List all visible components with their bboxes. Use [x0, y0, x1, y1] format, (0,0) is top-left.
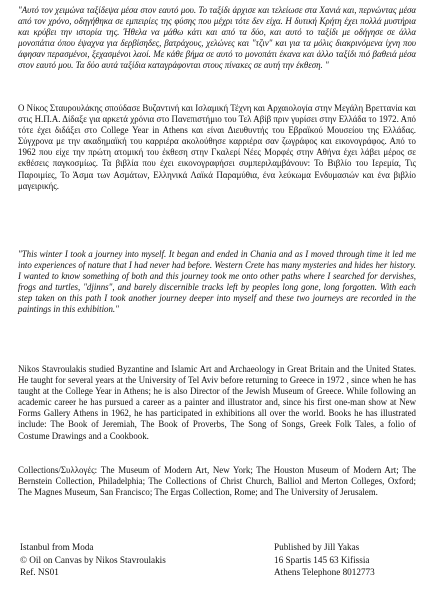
- english-artist-quote: "This winter I took a journey into myself. It began and ended in Chania and as I moved through time it led me into experiences of nature that I had never had before. Western Crete has many mysteries and hides her history. I wanted to know something of both and this journey took me onto other paths where I searched for dervishes, frogs and turtles, "djinns", and barely discernible tracks left by peoples long gone, long forgotten. With each step taken on this path I took another journey deeper into myself and these two journeys are recorded in the paintings in this exhibition.": [18, 249, 416, 315]
- artwork-medium: © Oil on Canvas by Nikos Stavroulakis: [20, 554, 166, 565]
- publisher-info: [274, 541, 424, 579]
- artwork-credit: [20, 541, 220, 579]
- collections-list: Collections/Συλλογές: The Museum of Modern Art, New York; The Houston Museum of Modern Art; The Bernstein Collection, Philadelphia; The Collections of Christ Church, Balliol and Merton Colleges, Oxford; The Magnes Museum, San Francisco; The Ergas Collection, Rome; and The University of Jerusalem.: [18, 465, 416, 498]
- publisher-name: Published by Jill Yakas: [274, 542, 360, 552]
- publisher-address: 16 Spartis 145 63 Kifissia: [274, 554, 370, 565]
- artwork-title: Istanbul from Moda: [20, 542, 94, 552]
- publisher-telephone: Athens Telephone 8012773: [274, 567, 375, 577]
- greek-artist-biography: Ο Νίκος Σταυρουλάκης σπούδασε Βυζαντινή και Ισλαμική Τέχνη και Αρχαιολογία στην Μεγάλη Βρεττανία και στις Η.Π.Α. Δίδαξε για αρκετά χρόνια στο Πανεπιστήμιο του Τελ Αβίβ πριν γυρίσει στην Ελλάδα το 1972. Από τότε έχει διδάξει στο College Year in Athens και είναι Διευθυντής του Εβραϊκού Μουσείου της Ελλάδας. Σύγχρονα με την ακαδημαϊκή του καρριέρα ακολούθησε καρριέρα σαν ζωγράφος και εικονογράφος. Από το 1962 που είχε την πρώτη ατομική του έκθεση στην Γκαλερί Νέες Μορφές στην Αθήνα έχει λάβει μέρος σε εκθέσεις παγκοσμίως. Τα βιβλία που έχει εικονογραφήσει συμπεριλαμβάνουν: Το Βιβλίο του Ιερεμία, Τις Παροιμίες, Το Άσμα των Ασμάτων, Ελληνικά Λαϊκά Παραμύθια, ένα λεύκωμα Ενδυμασιών και ένα βιβλίο μαγειρικής.: [18, 103, 416, 191]
- greek-artist-quote: "Αυτό τον χειμώνα ταξίδεψα μέσα στον εαυτό μου. Το ταξίδι άρχισε και τελείωσε στα Χανιά και, περνώντας μέσα από τον χρόνο, οδηγήθηκα σε εμπειρίες της φύσης που μέχρι τότε δεν είχα. Η δυτική Κρήτη έχει πολλά μυστήρια και κρύβει την ιστορία της. Ήθελα να μάθω κάτι και από τα δύο, και αυτό το ταξίδι με οδήγησε σε άλλα μονοπάτια όπου έψαχνα για δερβίσηδες, βατράχους, χελώνες και "τζιν" και για τα μόλις διακρινόμενα ίχνη που άφησαν περασμένοι, ξεχασμένοι λαοί. Με κάθε βήμα σε αυτό το μονοπάτι έκανα και άλλο ταξίδι πιό βαθειά μέσα στον εαυτό μου. Τα δύο αυτά ταξίδια καταγράφονται στους πίνακες σε αυτή την έκθεση. ": [18, 5, 416, 71]
- artwork-reference: Ref. NS01: [20, 567, 59, 577]
- english-artist-biography: Nikos Stavroulakis studied Byzantine and Islamic Art and Archaeology in Great Britain and the United States. He taught for several years at the University of Tel Aviv before returning to Greece in 1972 , since when he has taught at the College Year in Athens; he is also Director of the Jewish Museum of Greece. While following an academic career he has pursued a career as a painter and illustrator and, since his first one-man show at New Forms Gallery Athens in 1962, he has participated in exhibitions all over the world. Books he has illustrated include: The Book of Jeremiah, The Book of Proverbs, The Song of Songs, Greek Folk Tales, a folio of Costume Drawings and a Cookbook.: [18, 364, 416, 441]
